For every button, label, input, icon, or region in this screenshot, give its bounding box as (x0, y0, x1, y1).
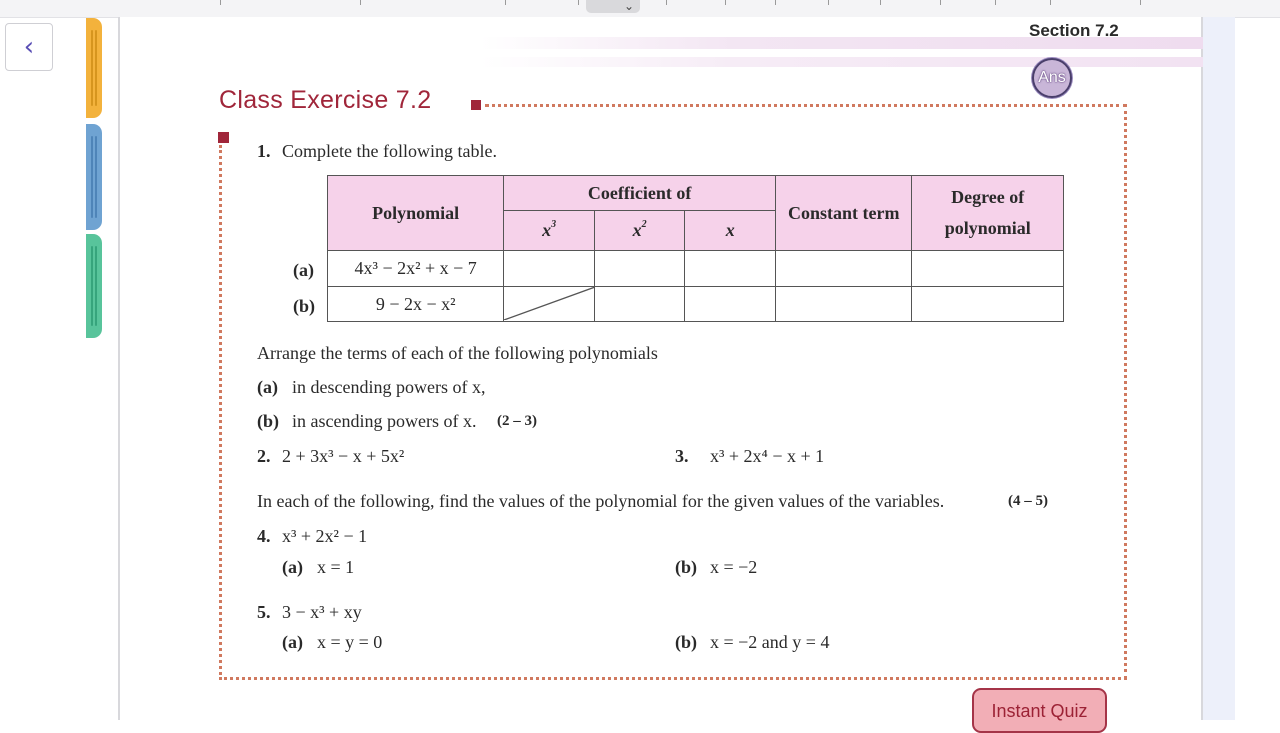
chevron-down-icon: ⌄ (624, 0, 635, 13)
section-title: Section 7.2 (1029, 21, 1119, 40)
col-degree (912, 176, 1064, 251)
answer-cell[interactable] (912, 287, 1064, 322)
q4-b-label: (b) (675, 557, 697, 577)
q2-expression: 2 + 3x³ − x + 5x² (282, 446, 405, 466)
arrange-b-label: (b) (257, 411, 279, 431)
q4-b-text: x = −2 (710, 557, 758, 577)
instant-quiz-button[interactable]: Instant Quiz (972, 688, 1107, 733)
answer-cell[interactable] (504, 251, 595, 287)
viewer-toolbar (0, 0, 1280, 18)
col-degree-line2: polynomial (944, 218, 1031, 238)
q1-number: 1. (257, 141, 271, 161)
table-row (328, 287, 1064, 322)
q4-a-label: (a) (282, 557, 303, 577)
chapter-tab-green[interactable] (86, 234, 102, 338)
q5-number: 5. (257, 602, 271, 622)
answer-cell[interactable] (594, 251, 685, 287)
right-gutter (1203, 17, 1235, 720)
title-marker (471, 100, 481, 110)
evaluate-intro: In each of the following, find the values of the polynomial for the given values of the variables. (257, 491, 945, 511)
answer-button[interactable]: Ans (1032, 58, 1072, 98)
chevron-left-icon: ‹ (23, 32, 35, 62)
back-button[interactable] (5, 23, 53, 71)
q4-number: 4. (257, 526, 271, 546)
answer-cell[interactable] (685, 287, 776, 322)
q5-a-text: x = y = 0 (317, 632, 383, 652)
strikethrough-diagonal (504, 287, 595, 320)
col-coefficient: Coefficient of (504, 176, 776, 211)
col-degree-line1: Degree of (951, 187, 1025, 207)
polynomial-table (327, 175, 1064, 322)
row-label: (b) (293, 296, 315, 316)
textbook-page (118, 17, 1203, 720)
evaluate-range: (4 – 5) (1008, 493, 1048, 509)
poly-cell: 4x³ − 2x² + x − 7 (328, 251, 504, 287)
q5-expression: 3 − x³ + xy (282, 602, 362, 622)
q4-a-text: x = 1 (317, 557, 355, 577)
poly-cell: 9 − 2x − x² (328, 287, 504, 322)
q1-prompt: Complete the following table. (282, 141, 497, 161)
arrange-range: (2 – 3) (497, 413, 537, 429)
answer-cell[interactable] (775, 287, 912, 322)
answer-cell[interactable] (775, 251, 912, 287)
answer-cell[interactable] (685, 251, 776, 287)
q4-expression: x³ + 2x² − 1 (282, 526, 368, 546)
col-constant: Constant term (775, 176, 912, 251)
sub-col-x2: $x^2$ (594, 211, 685, 251)
frame-marker (218, 132, 229, 143)
exercise-frame-top (485, 104, 1127, 107)
arrange-a-label: (a) (257, 377, 278, 397)
answer-cell[interactable] (594, 287, 685, 322)
table-row (328, 251, 1064, 287)
q3-expression: x³ + 2x⁴ − x + 1 (710, 446, 825, 466)
chapter-tab-yellow[interactable] (86, 18, 102, 118)
sub-col-x: x (685, 211, 776, 251)
header-band (480, 57, 1203, 67)
arrange-b-text: in ascending powers of x. (292, 411, 477, 431)
col-polynomial: Polynomial (328, 176, 504, 251)
q5-b-label: (b) (675, 632, 697, 652)
exercise-frame-left (219, 145, 222, 680)
q5-a-label: (a) (282, 632, 303, 652)
arrange-a-text: in descending powers of x, (292, 377, 486, 397)
answer-cell[interactable] (912, 251, 1064, 287)
row-label: (a) (293, 260, 314, 280)
exercise-frame-bottom (219, 677, 1127, 680)
q5-b-text: x = −2 and y = 4 (710, 632, 830, 652)
exercise-frame-right (1124, 104, 1127, 679)
q3-number: 3. (675, 446, 689, 466)
arrange-intro: Arrange the terms of each of the following polynomials (257, 343, 658, 363)
chapter-tab-blue[interactable] (86, 124, 102, 230)
q2-number: 2. (257, 446, 271, 466)
sub-col-x3: $x^3$ (504, 211, 595, 251)
exercise-title: Class Exercise 7.2 (219, 86, 432, 114)
